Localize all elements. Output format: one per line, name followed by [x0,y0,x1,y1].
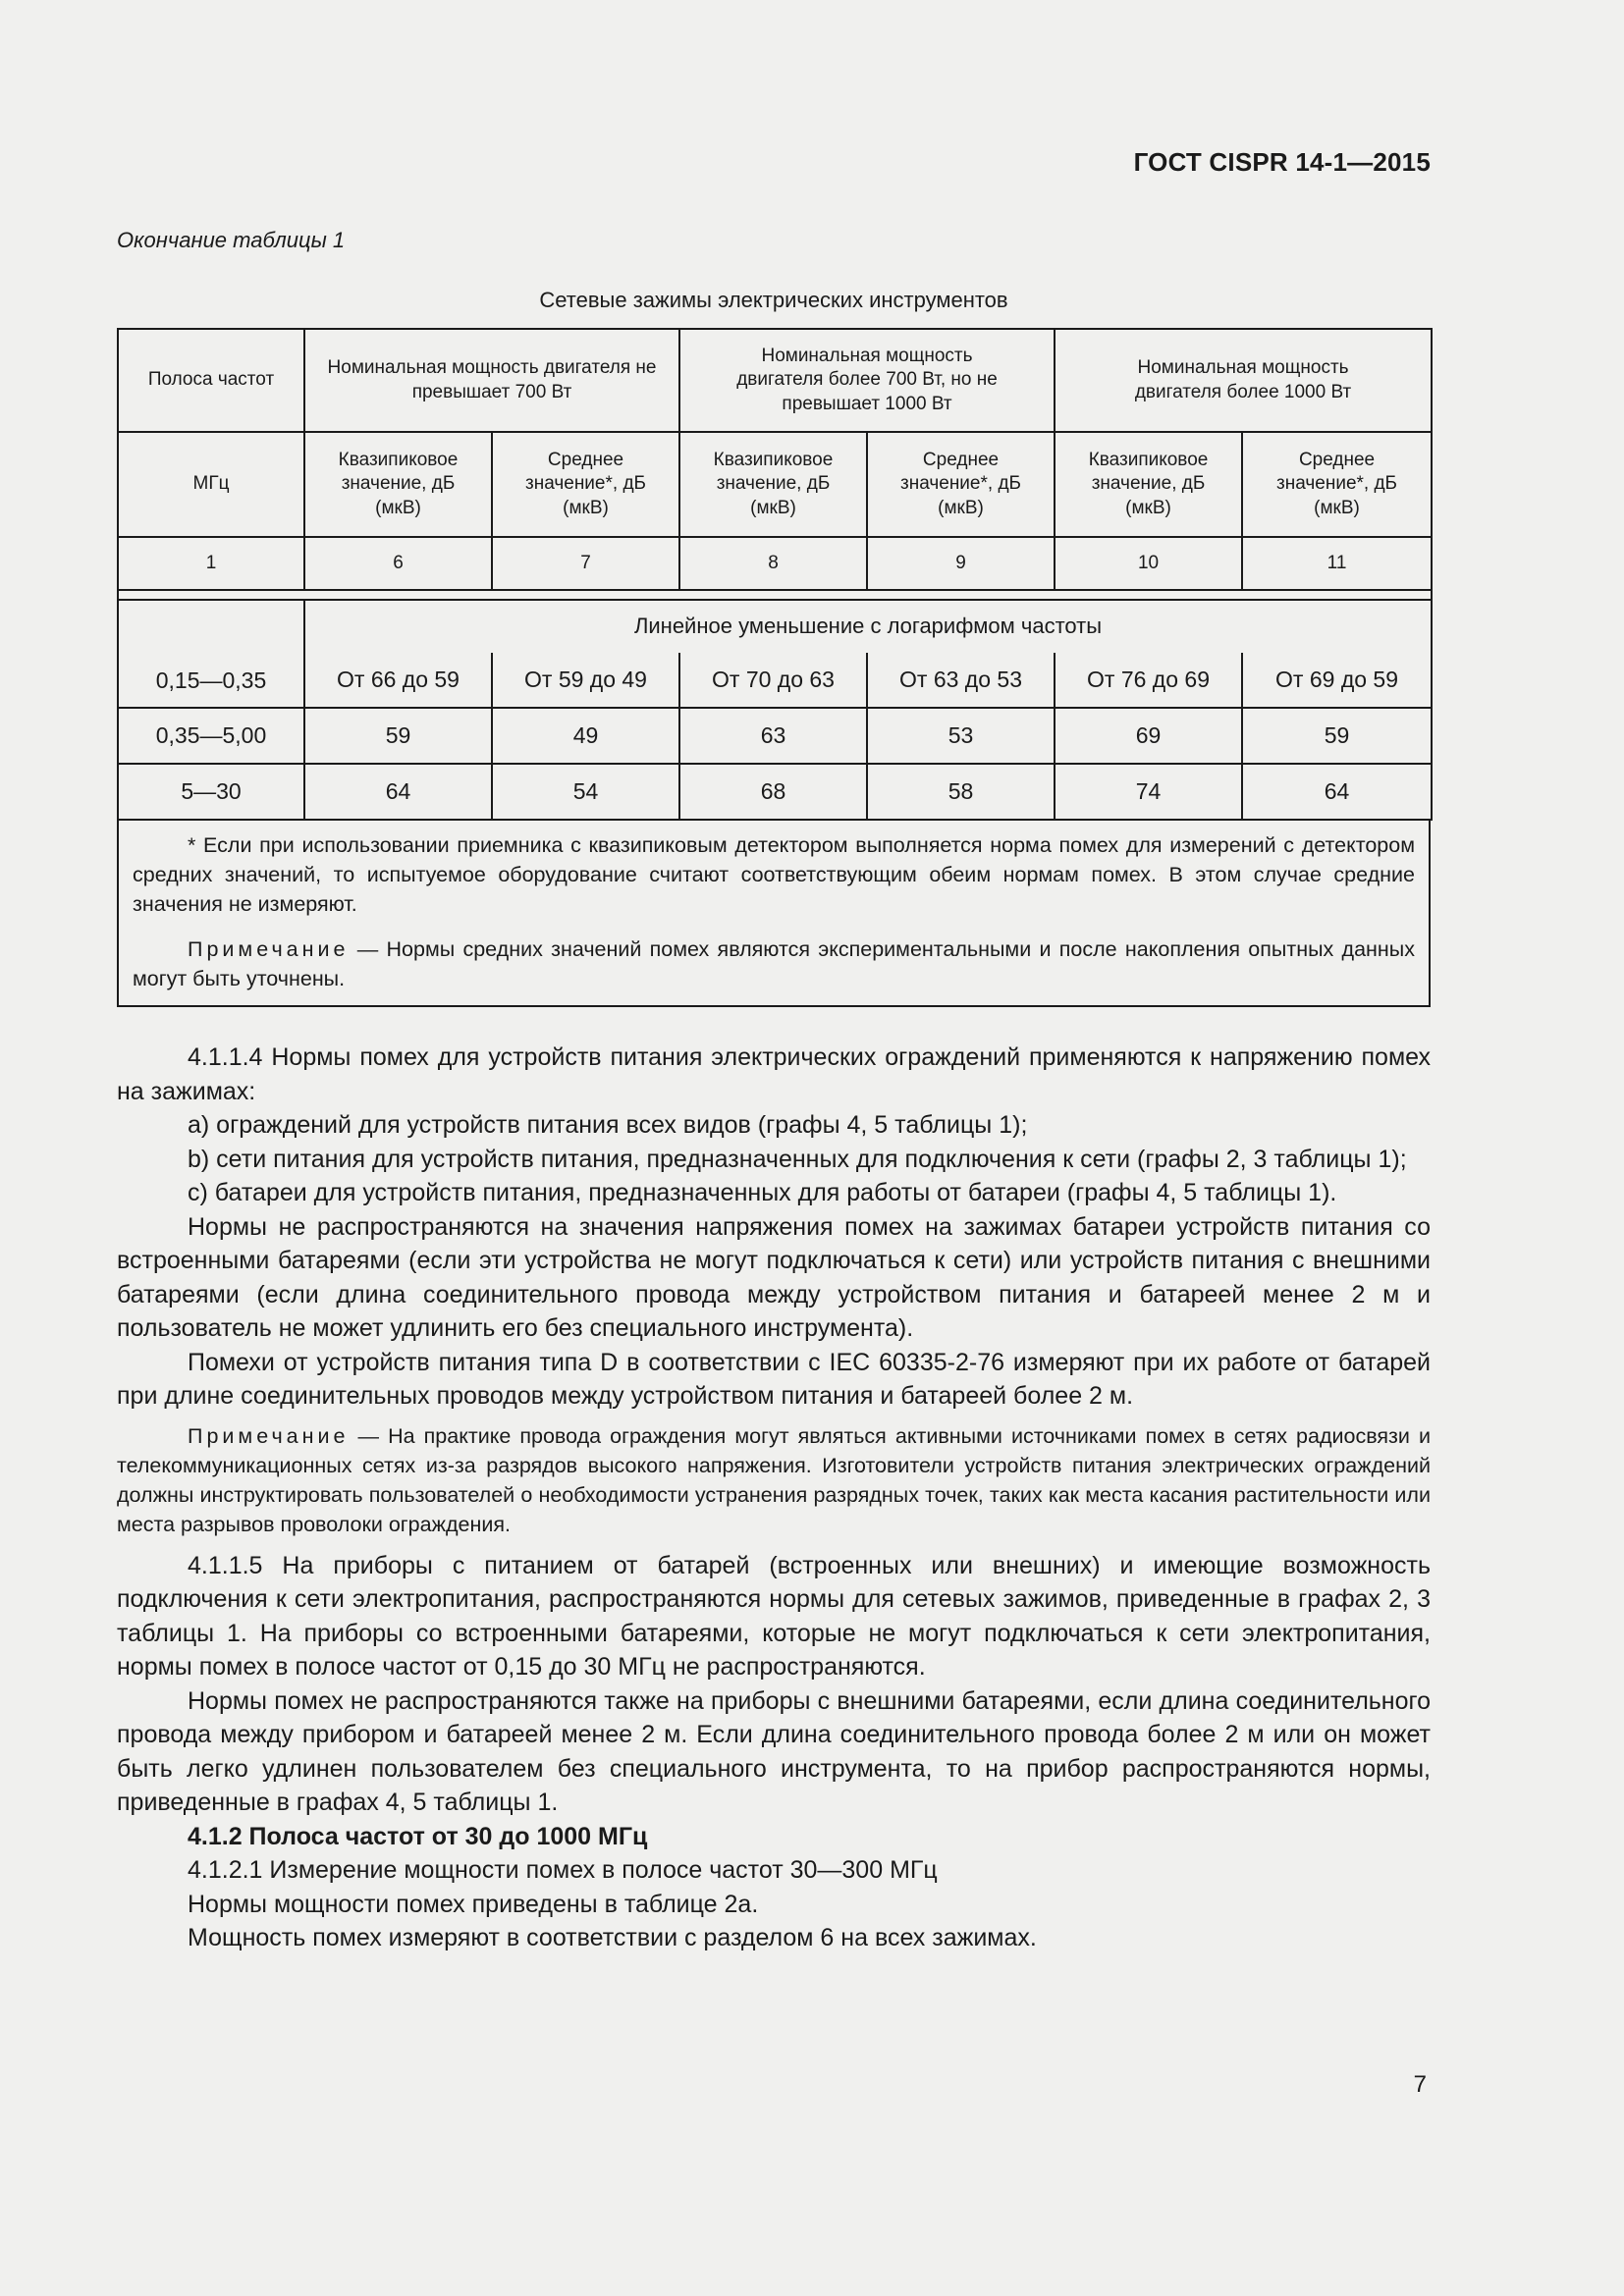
paragraph: Нормы помех не распространяются также на приборы с внешними батареями, если длина соединительного провода между прибором и батареей менее 2 м. Если длина соединительного провода более 2 м или он может быть легко удлинен пользователем без специального инструмента, то на прибор распространяются нормы, приведенные в графах 4, 5 таблицы 1. [117,1686,1431,1816]
header-sub-4-text: Среднее значение*, дБ (мкВ) [900,450,1021,518]
body-text [117,1041,1431,1955]
col-num: 7 [492,537,679,590]
cell-band: 0,35—5,00 [118,708,304,764]
table-header-row-1 [118,329,1432,432]
cell-value: 59 [1242,708,1432,764]
table-title: Сетевые зажимы электрических инструментов [539,288,1008,312]
separator-cell [118,590,1432,600]
col-num: 1 [118,537,304,590]
span-note: Линейное уменьшение с логарифмом частоты [304,600,1432,653]
cell-value: От 63 до 53 [867,653,1055,708]
table-row [118,764,1432,820]
col-num: 10 [1055,537,1242,590]
cell-value: 64 [304,764,492,820]
col-num: 6 [304,537,492,590]
cell-value: 69 [1055,708,1242,764]
cell-value: 64 [1242,764,1432,820]
col-num: 9 [867,537,1055,590]
header-sub-5-text: Квазипиковое значение, дБ (мкВ) [1088,450,1209,518]
cell-band: 5—30 [118,764,304,820]
header-sub-2-text: Среднее значение*, дБ (мкВ) [525,450,646,518]
header-group-3-text: Номинальная мощность двигателя более 1000 Вт [1134,357,1352,402]
section-heading [117,1820,1431,1854]
col-num: 11 [1242,537,1432,590]
note-text: — На практике провода ограждения могут являться активными источниками помех в сетях радиосвязи и телекоммуникационных сетях из-за разрядов высокого напряжения. Изготовители устройств питания электрических ограждений должны инструктировать пользователей о необходимости устранения разрядных точек, таких как места касания растительности или места разрывов проволоки ограждения. [117,1423,1431,1536]
limits-table [117,328,1433,821]
header-sub-1-text: Квазипиковое значение, дБ (мкВ) [338,450,459,518]
table-row [118,653,1432,708]
section-heading-text: 4.1.2 Полоса частот от 30 до 1000 МГц [188,1822,648,1850]
cell-value: От 76 до 69 [1055,653,1242,708]
table-caption: Окончание таблицы 1 [117,228,346,252]
cell-value: От 66 до 59 [304,653,492,708]
cell-band: 0,15—0,35 [118,600,304,708]
header-sub-4 [867,432,1055,537]
paragraph: Помехи от устройств питания типа D в соответствии с IEC 60335-2-76 измеряют при их работе от батарей при длине соединительных проводов между устройством питания и батареей более 2 м. [117,1348,1431,1410]
cell-value: От 70 до 63 [679,653,867,708]
paragraph: Нормы мощности помех приведены в таблице 2а. [188,1890,759,1918]
header-sub-6 [1242,432,1432,537]
header-sub-2 [492,432,679,537]
table-separator [118,590,1432,600]
cell-value: 74 [1055,764,1242,820]
cell-value: От 69 до 59 [1242,653,1432,708]
note-text: — Нормы средних значений помех являются экспериментальными и после накопления опытных данных могут быть уточнены. [133,937,1415,990]
cell-value: 58 [867,764,1055,820]
cell-value: 63 [679,708,867,764]
table-row [118,708,1432,764]
header-sub-5 [1055,432,1242,537]
header-group-3 [1055,329,1432,432]
paragraph: b) сети питания для устройств питания, предназначенных для подключения к сети (графы 2, 3 таблицы 1); [188,1145,1407,1173]
paragraph: Нормы не распространяются на значения напряжения помех на зажимах батареи устройств питания со встроенными батареями (если эти устройства не могут подключаться к сети) или устройств питания с внешними батареями (если длина соединительного провода между устройством питания и батареей менее 2 м и пользователь не может удлинить его без специального инструмента). [117,1212,1431,1342]
header-group-1-text: Номинальная мощность двигателя не превышает 700 Вт [327,357,657,402]
cell-value: 68 [679,764,867,820]
table-row [118,600,1432,653]
paragraph: 4.1.1.4 Нормы помех для устройств питания электрических ограждений применяются к напряжению помех на зажимах: [117,1043,1431,1105]
paragraph: c) батареи для устройств питания, предназначенных для работы от батареи (графы 4, 5 таблицы 1). [188,1179,1337,1206]
cell-value: 54 [492,764,679,820]
cell-value: 59 [304,708,492,764]
header-group-2 [679,329,1055,432]
cell-value: 53 [867,708,1055,764]
table-header-row-2 [118,432,1432,537]
note-label: Примечание [188,937,350,961]
table-note [133,934,1415,993]
paragraph: Мощность помех измеряют в соответствии с разделом 6 на всех зажимах. [188,1924,1037,1951]
column-number-row [118,537,1432,590]
page-number: 7 [1413,2071,1427,2098]
header-sub-3 [679,432,867,537]
header-sub-3-text: Квазипиковое значение, дБ (мкВ) [713,450,834,518]
paragraph: 4.1.1.5 На приборы с питанием от батарей (встроенных или внешних) и имеющие возможность подключения к сети электропитания, распространяются нормы для сетевых зажимов, приведенные в графах 2, 3 таблицы 1. На приборы со встроенными батареями, которые не могут подключаться к сети электропитания, нормы помех в полосе частот от 0,15 до 30 МГц не распространяются. [117,1551,1431,1681]
note-paragraph [117,1421,1431,1539]
table-notes [117,819,1431,1007]
table-footnote: * Если при использовании приемника с квазипиковым детектором выполняется норма помех для измерений с детектором средних значений, то испытуемое оборудование считают соответствующим обеим нормам помех. В этом случае средние значения не измеряют. [133,833,1415,916]
col-num: 8 [679,537,867,590]
document-id: ГОСТ CISPR 14-1—2015 [1133,147,1431,177]
paragraph: 4.1.2.1 Измерение мощности помех в полосе частот 30—300 МГц [188,1856,938,1884]
header-group-2-text: Номинальная мощность двигателя более 700 Вт, но не превышает 1000 Вт [736,346,998,414]
header-group-1 [304,329,679,432]
paragraph: a) ограждений для устройств питания всех видов (графы 4, 5 таблицы 1); [188,1111,1028,1139]
header-sub-6-text: Среднее значение*, дБ (мкВ) [1276,450,1398,518]
header-unit: МГц [118,432,304,537]
note-label: Примечание [188,1423,350,1448]
cell-value: От 59 до 49 [492,653,679,708]
header-sub-1 [304,432,492,537]
header-band: Полоса частот [118,329,304,432]
cell-value: 49 [492,708,679,764]
